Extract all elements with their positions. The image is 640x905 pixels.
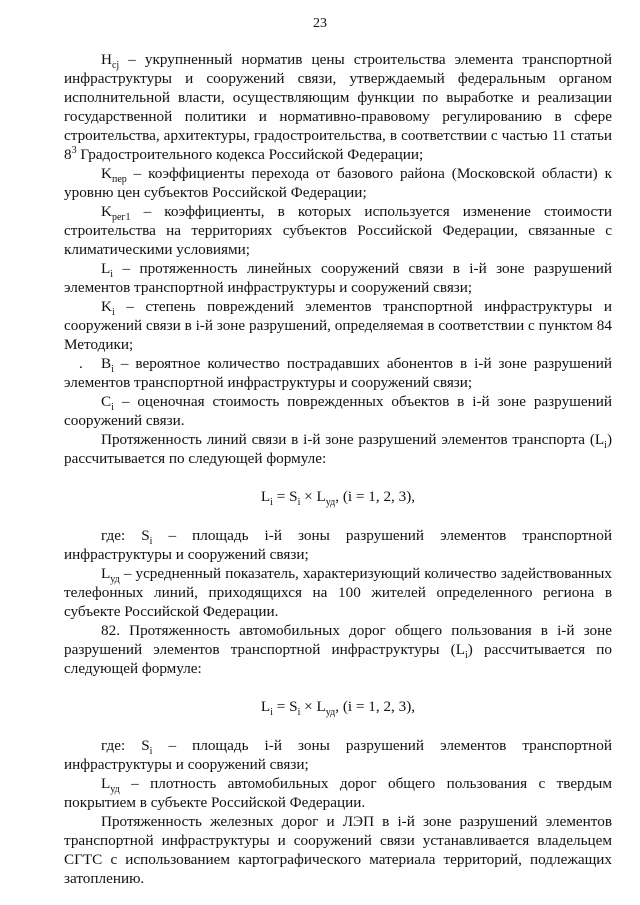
paragraph-82 bbox=[64, 621, 612, 678]
symbol: K bbox=[101, 165, 112, 182]
formula-part: L bbox=[260, 488, 271, 505]
symbol-subscript: i bbox=[149, 746, 153, 758]
formula-subscript: уд bbox=[325, 707, 336, 719]
formula-subscript: i bbox=[270, 707, 273, 719]
symbol: L bbox=[101, 260, 111, 277]
symbol-subscript: рег1 bbox=[111, 212, 131, 224]
paragraph-text-tail: Градостроительного кодекса Российской Федерации; bbox=[76, 146, 424, 163]
paragraph-where-si-1 bbox=[64, 526, 612, 564]
paragraph-hcj bbox=[64, 50, 612, 164]
paragraph-text-tail: ) рассчитывается по следующей формуле: bbox=[64, 641, 612, 677]
paragraph-text: Протяженность линий связи в i-й зоне разрушений элементов транспорта (L bbox=[101, 431, 605, 448]
paragraph-communication-lines bbox=[64, 430, 612, 468]
paragraph-text: – протяженность линейных сооружений связи в i-й зоне разрушений элементов транспортной инфраструктуры и сооружений связи; bbox=[64, 260, 612, 296]
formula-subscript: i bbox=[297, 707, 301, 719]
symbol: C bbox=[101, 393, 112, 410]
formula-1 bbox=[64, 487, 612, 509]
formula-part: = S bbox=[272, 488, 298, 505]
symbol: B bbox=[101, 355, 112, 372]
paragraph-text: – площадь i-й зоны разрушений элементов транспортной инфраструктуры и сооружений связи; bbox=[64, 527, 612, 563]
paragraph-railways bbox=[64, 812, 612, 888]
symbol-subscript: i bbox=[111, 307, 115, 319]
formula-part: × L bbox=[300, 488, 326, 505]
paragraph-lud-2 bbox=[64, 774, 612, 812]
symbol-subscript: i bbox=[111, 402, 114, 414]
paragraph-text: – плотность автомобильных дорог общего пользования с твердым покрытием в субъекте Российской Федерации. bbox=[64, 775, 612, 811]
symbol-subscript: i bbox=[604, 440, 607, 452]
document-body bbox=[64, 50, 612, 888]
symbol: L bbox=[101, 565, 111, 582]
paragraph-text: – коэффициенты перехода от базового района (Московской области) к уровню цен субъектов Российской Федерации; bbox=[64, 165, 612, 201]
paragraph-text: Протяженность железных дорог и ЛЭП в i-й зоне разрушений элементов транспортной инфраструктуры и сооружений связи устанавливается владельцем СГТС с использованием картографического материала территорий, подлежащих затоплению. bbox=[64, 813, 612, 887]
symbol: K bbox=[101, 298, 112, 315]
symbol-subscript: i bbox=[110, 269, 114, 281]
paragraph-where-si-2 bbox=[64, 736, 612, 774]
paragraph-text: – коэффициенты, в которых используется изменение стоимости строительства на территориях субъектов Российской Федерации, связанные с климатическими условиями; bbox=[64, 203, 612, 258]
paragraph-bi bbox=[64, 354, 612, 392]
paragraph-text: – степень повреждений элементов транспортной инфраструктуры и сооружений связи в i-й зоне разрушений, определяемая в соответствии с пунктом 84 Методики; bbox=[64, 298, 612, 353]
stray-mark: . bbox=[79, 355, 83, 372]
symbol-subscript: пер bbox=[111, 174, 127, 186]
paragraph-text: – укрупненный норматив цены строительства элемента транспортной инфраструктуры и сооружений связи, утверждаемый федеральным органом исполнительной власти, осуществляющим функции по выработке и реализации государственной политики и нормативно-правовому регулированию в сфере строительства, архитектуры, градостроительства, в соответствии с частью 11 статьи 8 bbox=[64, 51, 612, 163]
paragraph-li bbox=[64, 259, 612, 297]
symbol: L bbox=[101, 775, 111, 792]
formula-part: , (i = 1, 2, 3), bbox=[335, 488, 416, 505]
paragraph-text-tail: ) рассчитывается по следующей формуле: bbox=[64, 431, 612, 467]
paragraph-text: – оценочная стоимость поврежденных объектов в i-й зоне разрушений сооружений связи. bbox=[64, 393, 612, 429]
paragraph-text: – площадь i-й зоны разрушений элементов транспортной инфраструктуры и сооружений связи; bbox=[64, 737, 612, 773]
superscript: 3 bbox=[71, 144, 77, 156]
symbol-subscript: i bbox=[464, 650, 468, 662]
paragraph-ki bbox=[64, 297, 612, 354]
formula-subscript: i bbox=[270, 497, 273, 509]
paragraph-text: – вероятное количество пострадавших абонентов в i-й зоне разрушений элементов транспортной инфраструктуры и сооружений связи; bbox=[64, 355, 612, 391]
symbol: K bbox=[101, 203, 112, 220]
paragraph-lud-1 bbox=[64, 564, 612, 621]
symbol: H bbox=[101, 51, 112, 68]
paragraph-lead: где: S bbox=[101, 737, 150, 754]
paragraph-lead: где: S bbox=[101, 527, 150, 544]
page-number: 23 bbox=[313, 16, 327, 31]
formula-part: × L bbox=[300, 698, 326, 715]
paragraph-text: 82. Протяженность автомобильных дорог общего пользования в i-й зоне разрушений элементов транспортной инфраструктуры (L bbox=[64, 622, 612, 658]
paragraph-text: – усредненный показатель, характеризующий количество задействованных телефонных линий, приходящихся на 100 жителей определенного региона в субъекте Российской Федерации. bbox=[64, 565, 612, 620]
formula-part: = S bbox=[272, 698, 298, 715]
formula-2 bbox=[64, 697, 612, 719]
formula-subscript: уд bbox=[325, 497, 336, 509]
paragraph-ci bbox=[64, 392, 612, 430]
paragraph-kreg bbox=[64, 202, 612, 259]
symbol-subscript: i bbox=[149, 536, 153, 548]
formula-part: L bbox=[260, 698, 271, 715]
symbol-subscript: i bbox=[111, 364, 114, 376]
symbol-subscript: cj bbox=[111, 60, 120, 72]
paragraph-kper bbox=[64, 164, 612, 202]
formula-part: , (i = 1, 2, 3), bbox=[335, 698, 416, 715]
formula-subscript: i bbox=[297, 497, 301, 509]
symbol-subscript: уд bbox=[110, 784, 120, 796]
symbol-subscript: уд bbox=[110, 574, 120, 586]
